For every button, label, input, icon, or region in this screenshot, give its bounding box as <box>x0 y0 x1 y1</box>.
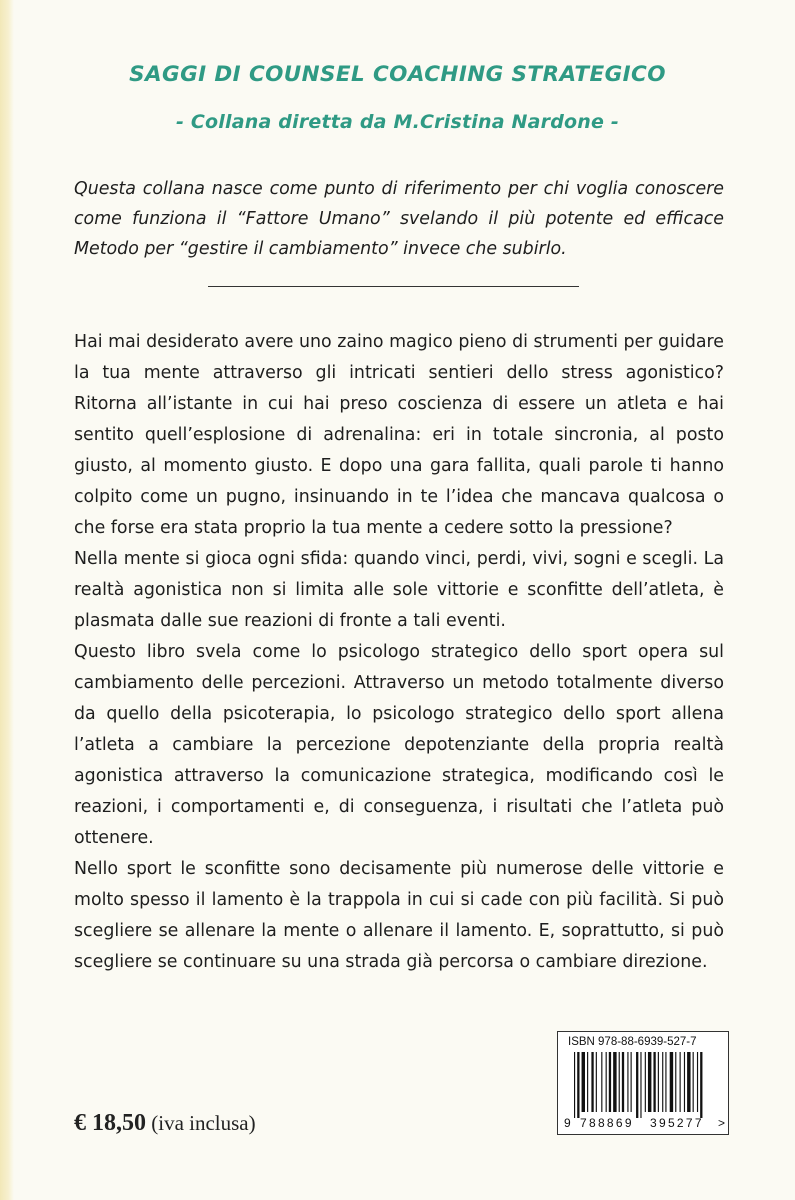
barcode-bar <box>687 1052 690 1112</box>
barcode-bar <box>662 1052 663 1112</box>
blurb-paragraph: Hai mai desiderato avere uno zaino magico pieno di strumenti per guidare la tua mente attraverso gli intricati sentieri dello stress agonistico? Ritorna all’istante in cui hai preso coscienza di essere un atleta e hai sentito quell’esplosione di adrenalina: eri in totale sincronia, al posto giusto, al momento giusto. E dopo una gara fallita, quali parole ti hanno colpito come un pugno, insinuando in te l’idea che mancava qualcosa o che forse era stata proprio la tua mente a cedere sotto la pressione? <box>74 332 724 538</box>
barcode-bar <box>675 1052 676 1112</box>
divider-line <box>208 286 579 287</box>
isbn-label: ISBN 978-88-6939-527-7 <box>568 1036 697 1048</box>
isbn-digit-group-1: 788869 <box>580 1116 634 1130</box>
barcode-bar <box>684 1052 685 1112</box>
barcode-bar <box>622 1052 624 1112</box>
price-note: (iva inclusa) <box>151 1111 256 1135</box>
blurb-paragraph: Questo libro svela come lo psicologo strategico dello sport opera sul cambiamento delle percezioni. Attraverso un metodo totalmente diverso da quello della psicoterapia, lo psicologo strategico dello sport allena l’atleta a cambiare la percezione depotenziante della propria realtà agonistica attraverso la comunicazione strategica, modificando così le reazioni, i comportamenti e, di conseguenza, i risultati che l’atleta può ottenere. <box>74 642 724 848</box>
barcode-bar <box>609 1052 611 1112</box>
series-editor: - Collana diretta da M.Cristina Nardone - <box>176 111 619 133</box>
barcode-bar <box>636 1052 638 1118</box>
barcode-bar <box>606 1052 607 1112</box>
barcode-bar <box>640 1052 641 1118</box>
isbn-digit-group-2: 395277 <box>650 1116 704 1130</box>
barcode-bar <box>577 1052 579 1118</box>
barcode-bar <box>693 1052 694 1112</box>
barcode-bar <box>665 1052 666 1112</box>
isbn-digit-end: > <box>718 1116 726 1130</box>
barcode-bar <box>591 1052 593 1112</box>
isbn-digit-first: 9 <box>564 1116 571 1130</box>
isbn-barcode-box <box>557 1031 729 1135</box>
barcode-bar <box>658 1052 659 1112</box>
barcode-bar <box>627 1052 628 1112</box>
barcode-bar <box>697 1052 698 1112</box>
barcode-bar <box>645 1052 646 1112</box>
blurb-paragraph: Nello sport le sconfitte sono decisamente più numerose delle vittorie e molto spesso il lamento è la trappola in cui si cade con più facilità. Si può scegliere se allenare la mente o allenare il lamento. E, soprattutto, si può scegliere se continuare su una strada già percorsa o cambiare direzione. <box>74 859 724 972</box>
price-amount: € 18,50 <box>74 1110 146 1136</box>
series-title: SAGGI DI COUNSEL COACHING STRATEGICO <box>129 62 666 87</box>
barcode-bar <box>619 1052 620 1112</box>
blurb-paragraph: Nella mente si gioca ogni sfida: quando vinci, perdi, vivi, sogni e scegli. La realtà agonistica non si limita alle sole vittorie e sconfitte dell’atleta, è plasmata dalle sue reazioni di fronte a tali eventi. <box>74 549 724 631</box>
barcode-bar <box>653 1052 655 1112</box>
barcode-image <box>564 1052 724 1118</box>
series-intro: Questa collana nasce come punto di riferimento per chi voglia conoscere come funziona il “Fattore Umano” svelando il più potente ed efficace Metodo per “gestire il cambiamento” invece che subirlo. <box>74 179 724 259</box>
barcode-bar <box>670 1052 673 1112</box>
barcode-bar <box>648 1052 651 1112</box>
barcode-bar <box>680 1052 681 1112</box>
cover-edge <box>0 0 14 1200</box>
barcode-bar <box>574 1052 575 1118</box>
price <box>74 1110 256 1137</box>
barcode-bar <box>596 1052 597 1112</box>
barcode-bar <box>587 1052 588 1112</box>
barcode-bar <box>631 1052 632 1112</box>
blurb-text <box>74 327 724 978</box>
barcode-bar <box>613 1052 616 1112</box>
barcode-bar <box>700 1052 702 1118</box>
barcode-bar <box>582 1052 585 1112</box>
barcode-bar <box>601 1052 602 1112</box>
